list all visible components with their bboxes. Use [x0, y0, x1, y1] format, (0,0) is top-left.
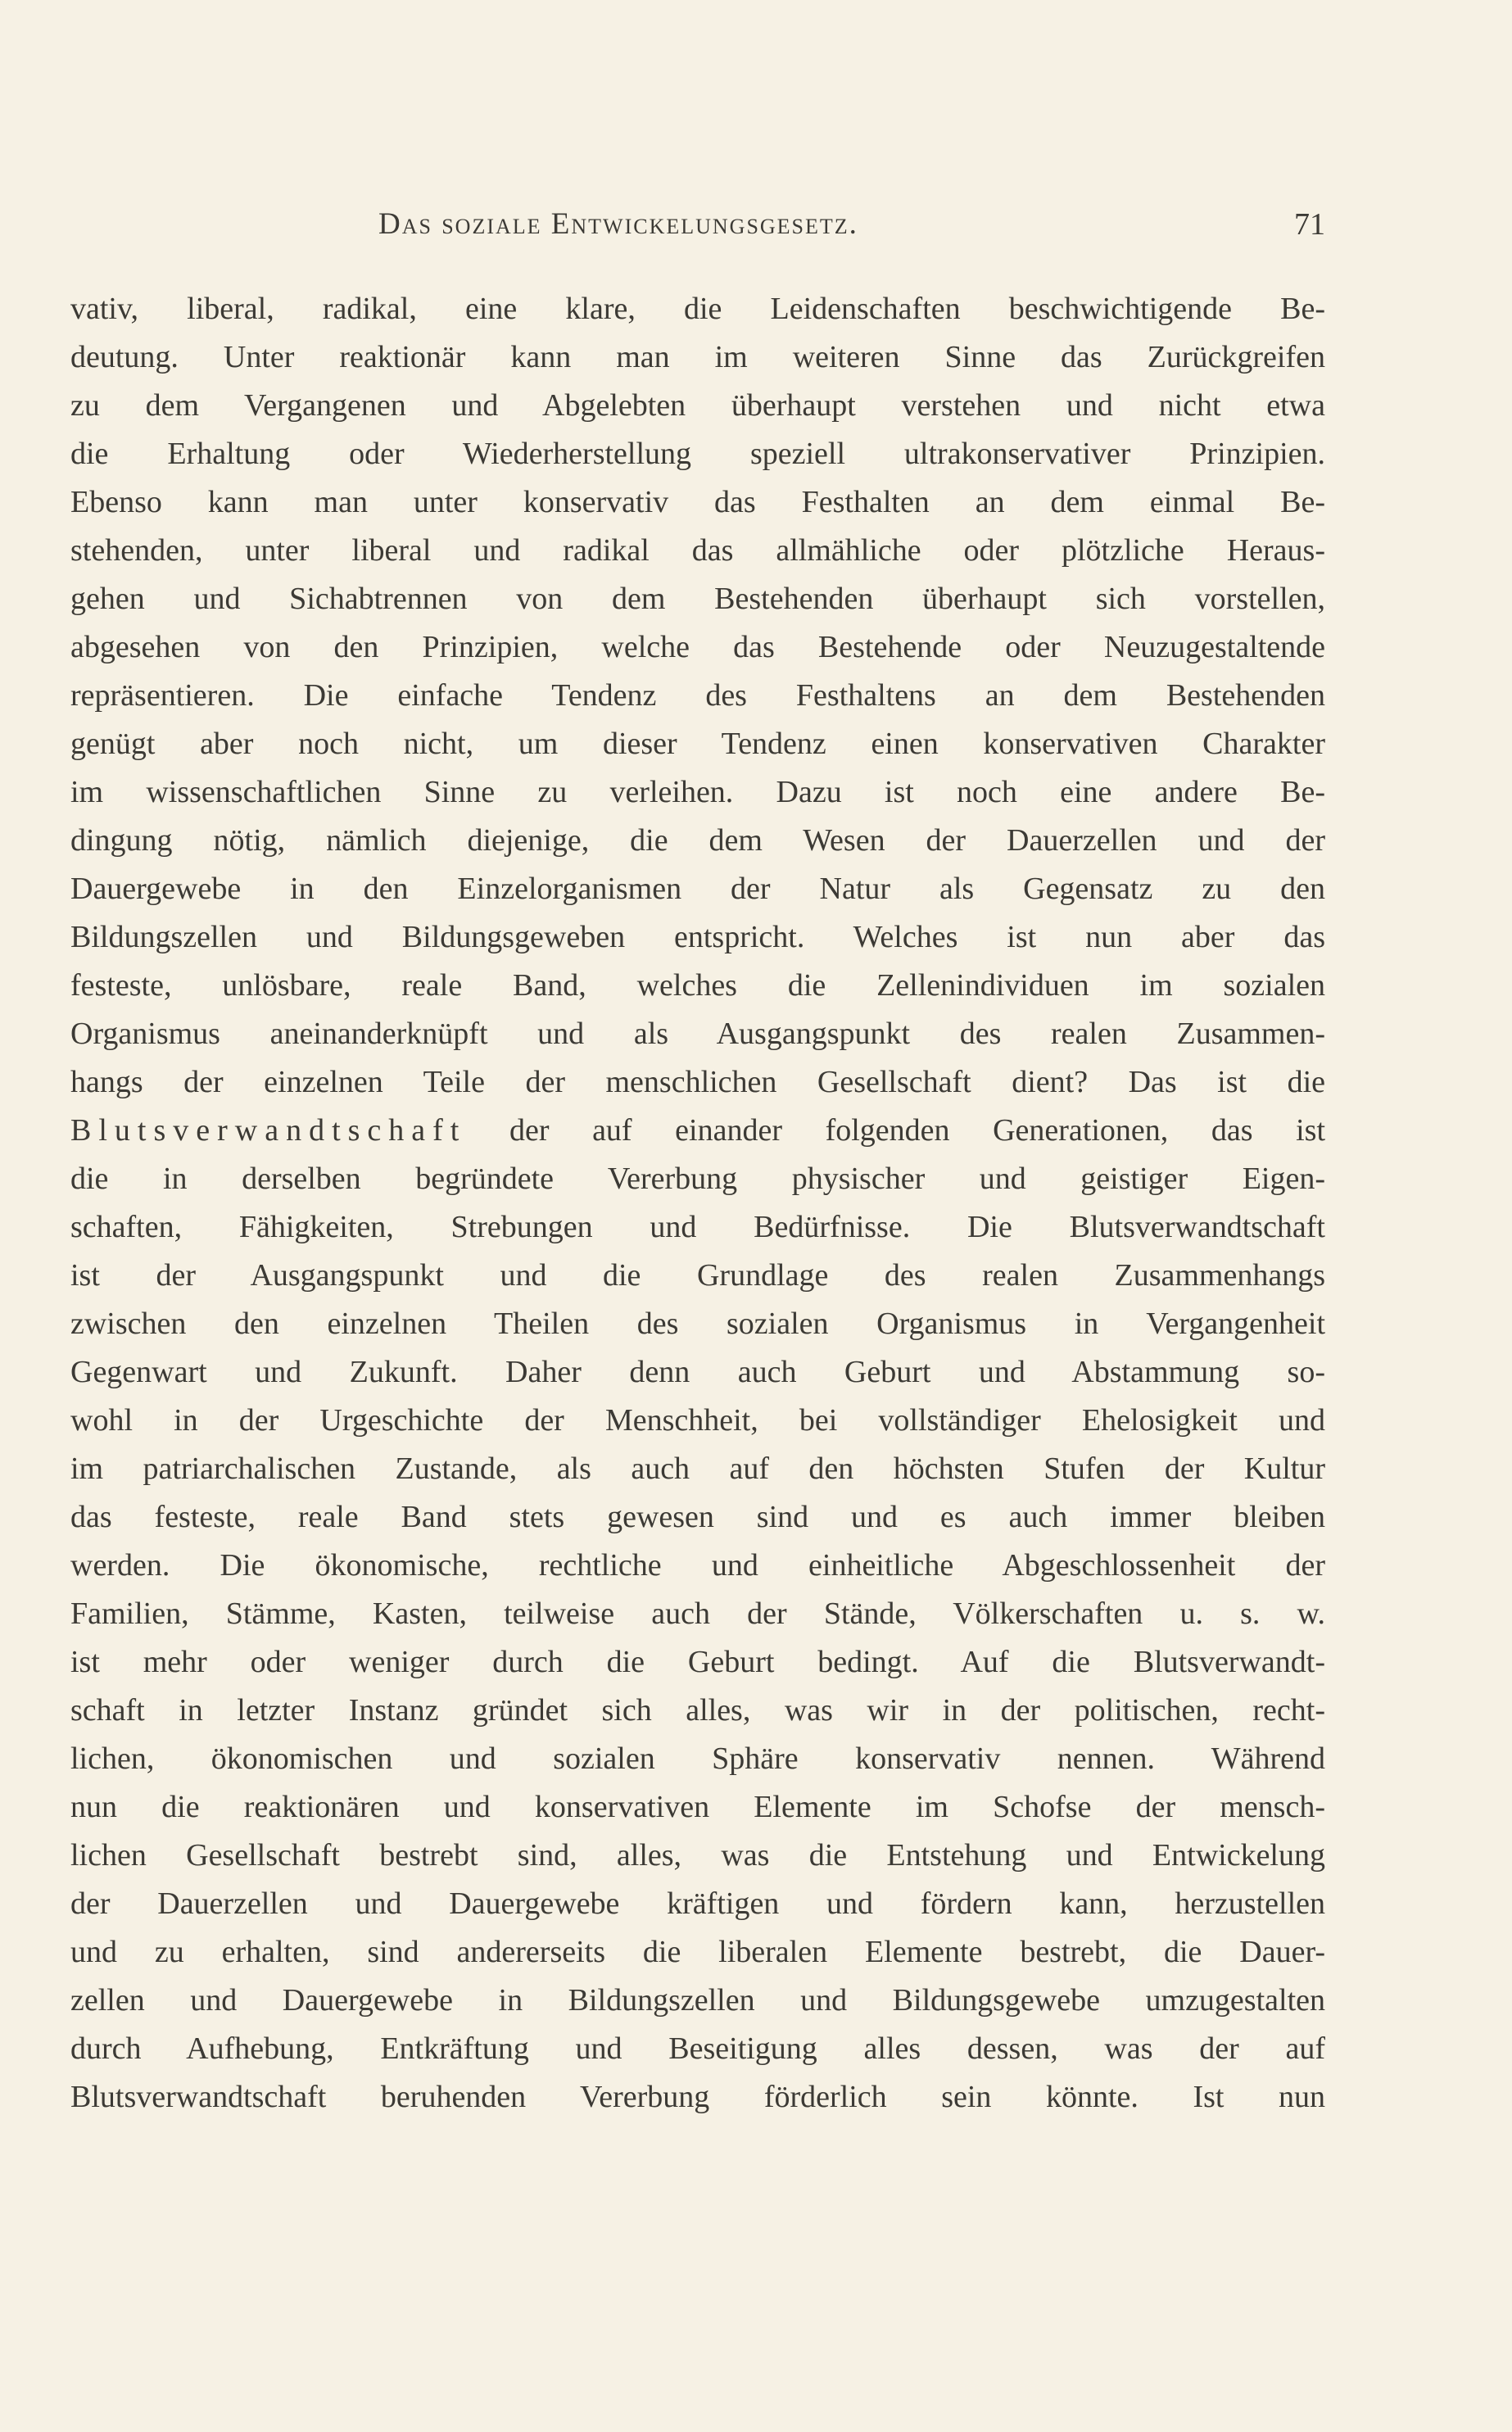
text-line: genügt aber noch nicht, um dieser Tendenz einen konservativen Charakter	[70, 727, 1325, 761]
text-line: lichen, ökonomischen und sozialen Sphäre konservativ nennen. Während	[70, 1741, 1325, 1776]
text-line: nun die reaktionären und konservativen Elemente im Schofse der mensch-	[70, 1790, 1325, 1824]
text-line: Blutsverwandtschaft beruhenden Vererbung förderlich sein könnte. Ist nun	[70, 2080, 1325, 2114]
text-line: ist mehr oder weniger durch die Geburt bedingt. Auf die Blutsverwandt-	[70, 1645, 1325, 1679]
text-line: im wissenschaftlichen Sinne zu verleihen. Dazu ist noch eine andere Be-	[70, 775, 1325, 809]
text-line: zwischen den einzelnen Theilen des sozialen Organismus in Vergangenheit	[70, 1307, 1325, 1341]
text-line: ist der Ausgangspunkt und die Grundlage des realen Zusammenhangs	[70, 1258, 1325, 1293]
text-line: Gegenwart und Zukunft. Daher denn auch Geburt und Abstammung so-	[70, 1355, 1325, 1389]
text-line: wohl in der Urgeschichte der Menschheit, bei vollständiger Ehelosigkeit und	[70, 1403, 1325, 1438]
text-line: Dauergewebe in den Einzelorganismen der Natur als Gegensatz zu den	[70, 872, 1325, 906]
body-text	[70, 285, 1325, 2122]
text-line: die in derselben begründete Vererbung physischer und geistiger Eigen-	[70, 1162, 1325, 1196]
text-line: der Dauerzellen und Dauergewebe kräftigen und fördern kann, herzustellen	[70, 1886, 1325, 1921]
text-line: Bildungszellen und Bildungsgeweben entspricht. Welches ist nun aber das	[70, 920, 1325, 954]
text-line: werden. Die ökonomische, rechtliche und einheitliche Abgeschlossenheit der	[70, 1548, 1325, 1583]
text-line: dingung nötig, nämlich diejenige, die dem Wesen der Dauerzellen und der	[70, 823, 1325, 858]
text-line: stehenden, unter liberal und radikal das allmähliche oder plötzliche Heraus-	[70, 533, 1325, 568]
page-number: 71	[1294, 207, 1325, 242]
text-line: schaften, Fähigkeiten, Strebungen und Bedürfnisse. Die Blutsverwandtschaft	[70, 1210, 1325, 1244]
text-line-rest: der auf einander folgenden Generationen, das ist	[466, 1113, 1325, 1148]
text-line: durch Aufhebung, Entkräftung und Beseitigung alles dessen, was der auf	[70, 2031, 1325, 2066]
text-line: repräsentieren. Die einfache Tendenz des Festhaltens an dem Bestehenden	[70, 678, 1325, 713]
text-line: zellen und Dauergewebe in Bildungszellen und Bildungsgewebe umzugestalten	[70, 1983, 1325, 2018]
text-line: zu dem Vergangenen und Abgelebten überhaupt verstehen und nicht etwa	[70, 388, 1325, 423]
text-line: vativ, liberal, radikal, eine klare, die Leidenschaften beschwichtigende Be-	[70, 292, 1325, 326]
text-line: und zu erhalten, sind andererseits die liberalen Elemente bestrebt, die Dauer-	[70, 1935, 1325, 1969]
text-line: im patriarchalischen Zustande, als auch auf den höchsten Stufen der Kultur	[70, 1452, 1325, 1486]
running-title: Das soziale Entwickelungsgesetz.	[378, 207, 858, 241]
running-head	[378, 206, 1325, 247]
text-line: gehen und Sichabtrennen von dem Bestehenden überhaupt sich vorstellen,	[70, 582, 1325, 616]
spaced-emphasis: Blutsverwandtschaft	[70, 1113, 467, 1148]
text-line: Ebenso kann man unter konservativ das Festhalten an dem einmal Be-	[70, 485, 1325, 519]
text-line: Organismus aneinanderknüpft und als Ausgangspunkt des realen Zusammen-	[70, 1017, 1325, 1051]
text-line: das festeste, reale Band stets gewesen sind und es auch immer bleiben	[70, 1500, 1325, 1534]
text-line: abgesehen von den Prinzipien, welche das Bestehende oder Neuzugestaltende	[70, 630, 1325, 664]
text-line: festeste, unlösbare, reale Band, welches die Zellenindividuen im sozialen	[70, 968, 1325, 1003]
text-line: hangs der einzelnen Teile der menschlichen Gesellschaft dient? Das ist die	[70, 1065, 1325, 1099]
text-line: Familien, Stämme, Kasten, teilweise auch der Stände, Völkerschaften u. s. w.	[70, 1596, 1325, 1631]
text-line: schaft in letzter Instanz gründet sich alles, was wir in der politischen, recht-	[70, 1693, 1325, 1728]
text-line: deutung. Unter reaktionär kann man im weiteren Sinne das Zurückgreifen	[70, 340, 1325, 374]
text-line-spaced	[70, 1107, 1325, 1155]
text-line: die Erhaltung oder Wiederherstellung speziell ultrakonservativer Prinzipien.	[70, 437, 1325, 471]
text-line: lichen Gesellschaft bestrebt sind, alles, was die Entstehung und Entwickelung	[70, 1838, 1325, 1873]
